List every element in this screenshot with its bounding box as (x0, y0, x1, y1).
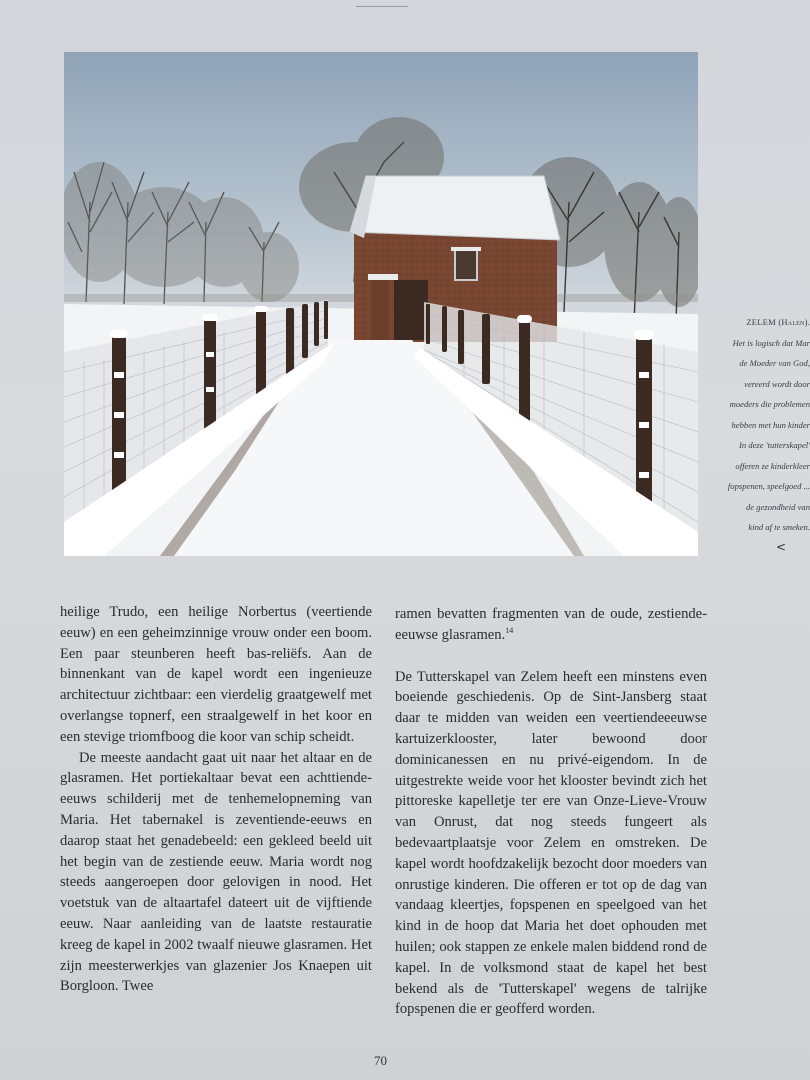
caption-pointer-icon: < (776, 540, 787, 554)
caption-title: ZELEM (Halen). (746, 317, 810, 327)
text-column-right (395, 604, 707, 1020)
chapel-photo (64, 52, 698, 556)
caption-line: de gezondheid van (746, 501, 810, 512)
caption-line: kind af te smeken. (748, 522, 810, 532)
footnote-reference[interactable]: 14 (505, 625, 514, 635)
caption-line: Het is logisch dat Mar (732, 337, 810, 348)
page-number: 70 (374, 1053, 387, 1068)
caption-line: In deze 'tutterskapel' (739, 440, 810, 450)
caption-line: fopspenen, speelgoed ... (727, 481, 810, 491)
top-rule (356, 6, 408, 7)
paragraph-text: ramen bevatten fragmenten van de oude, zestiende-eeuwse glasramen. (395, 606, 707, 643)
caption-line: de Moeder van God, (739, 358, 810, 368)
tree-canopies-left (64, 162, 299, 302)
caption-line: hebben met hun kinder (731, 419, 810, 430)
paragraph: heilige Trudo, een heilige Norbertus (veertiende eeuw) en een geheimzinnige vrouw onder een boom. Een paar steunberen heeft bas-reliëfs. Aan de binnenkant van de kapel wordt een ingenieuze architectuur zichtbaar: een vierdelig graatgewelf met overlangse topnerf, een straalgewelf in het koor en een stevige triomfboog die koor van schip scheidt. (60, 604, 372, 745)
photo-caption (712, 312, 810, 538)
paragraph: De Tutterskapel van Zelem heeft een minstens even boeiende geschiedenis. Op de Sint-Jansberg staat daar te midden van weiden een veertiendeeeuwse kartuizerklooster, later bewoond door dominicanessen en nu privé-eigendom. In de uitgestrekte weide voor het klooster bevindt zich het pittoreske kapelletje ter ere van Onze-Lieve-Vrouw van Onrust, dat nog steeds fungeert als bedevaartplaatsje voor Zelem en omstreken. De kapel wordt hoofdzakelijk bezocht door moeders van onrustige kinderen. Die offeren er tot op de dag van vandaag kleertjes, fopspenen en speelgoed van het kind in de hoop dat Maria het doet ophouden met huilen; ook stappen ze enkele malen biddend rond de kapel. In de volksmond staat de kapel het best bekend als de 'Tutterskapel' wegens de talrijke fopspenen die er geofferd worden. (395, 668, 707, 1018)
caption-line: vereerd wordt door (744, 378, 810, 389)
chapel-photo-illustration (64, 52, 698, 556)
caption-line: offeren ze kinderkleer (735, 460, 810, 471)
caption-line: moeders die problemen (729, 399, 810, 409)
text-column-left (60, 602, 372, 997)
paragraph (395, 604, 707, 646)
paragraph: De meeste aandacht gaat uit naar het altaar en de glasramen. Het portiekaltaar bevat een achttiende-eeuws schilderij met de tenhemelopneming van Maria. Het tabernakel is zeventiende-eeuws en daarop staat het genadebeeld: een gekleed beeld uit het begin van de zestiende eeuw. Maria wordt nog steeds aangeroepen door gelovigen in nood. Het voetstuk van de altaartafel dateert uit de vijftiende eeuw. Naar aanleiding van de laatste restauratie kreeg de kapel in 2002 twaalf nieuwe glasramen. Het zijn meesterwerkjes van glazenier Jos Knaepen uit Borgloon. Twee (60, 749, 372, 995)
